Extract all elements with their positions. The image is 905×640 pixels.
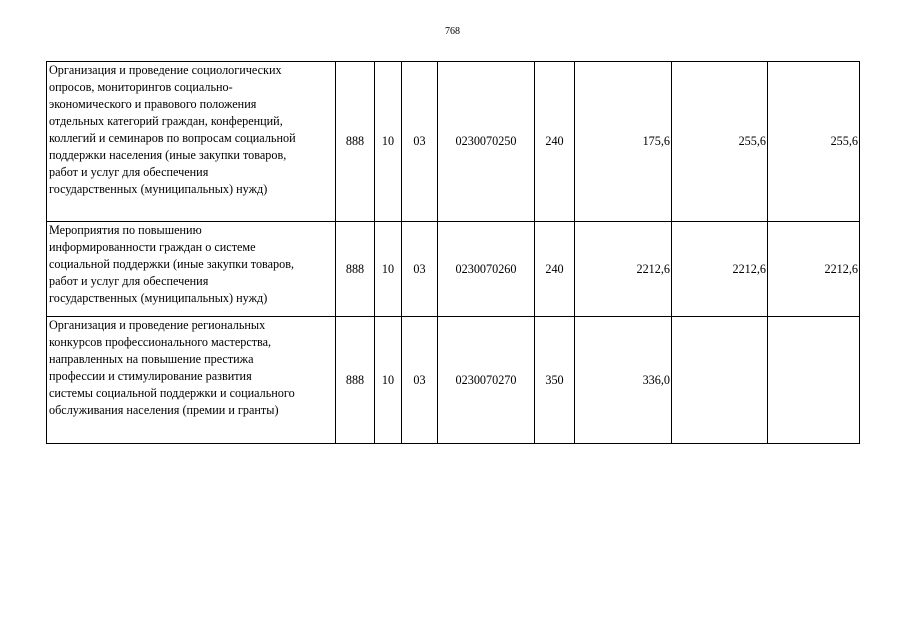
subsection-code: 03 — [402, 62, 438, 222]
description-line: государственных (муниципальных) нужд) — [49, 182, 268, 196]
description-line: социальной поддержки (иные закупки товаров, — [49, 257, 295, 271]
amount-year-2 — [672, 317, 768, 444]
description-line: конкурсов профессионального мастерства, — [49, 335, 272, 349]
description-line: профессии и стимулирование развития — [49, 369, 252, 383]
amount-year-3: 255,6 — [768, 62, 860, 222]
amount-year-3: 2212,6 — [768, 222, 860, 317]
description-line: информированности граждан о системе — [49, 240, 256, 254]
table-row — [47, 62, 860, 222]
table-row — [47, 222, 860, 317]
target-article-code: 0230070260 — [438, 222, 535, 317]
section-code: 10 — [375, 317, 402, 444]
section-code: 10 — [375, 222, 402, 317]
subsection-code: 03 — [402, 317, 438, 444]
description-line: Мероприятия по повышению — [49, 223, 202, 237]
expense-type-code: 240 — [535, 62, 575, 222]
amount-year-1: 175,6 — [575, 62, 672, 222]
description-line: обслуживания населения (премии и гранты) — [49, 403, 279, 417]
description-line: работ и услуг для обеспечения — [49, 274, 209, 288]
description-line: экономического и правового положения — [49, 97, 257, 111]
row-description — [47, 62, 336, 222]
ministry-code: 888 — [336, 222, 375, 317]
description-line: направленных на повышение престижа — [49, 352, 254, 366]
description-line: работ и услуг для обеспечения — [49, 165, 209, 179]
description-line: коллегий и семинаров по вопросам социальной — [49, 131, 296, 145]
target-article-code: 0230070270 — [438, 317, 535, 444]
amount-year-2: 255,6 — [672, 62, 768, 222]
target-article-code: 0230070250 — [438, 62, 535, 222]
section-code: 10 — [375, 62, 402, 222]
row-description — [47, 222, 336, 317]
row-description — [47, 317, 336, 444]
amount-year-1: 2212,6 — [575, 222, 672, 317]
ministry-code: 888 — [336, 317, 375, 444]
description-line: опросов, мониторингов социально- — [49, 80, 233, 94]
subsection-code: 03 — [402, 222, 438, 317]
budget-table — [46, 61, 860, 444]
ministry-code: 888 — [336, 62, 375, 222]
amount-year-3 — [768, 317, 860, 444]
description-line: государственных (муниципальных) нужд) — [49, 291, 268, 305]
expense-type-code: 240 — [535, 222, 575, 317]
page-number: 768 — [445, 26, 460, 37]
amount-year-2: 2212,6 — [672, 222, 768, 317]
description-line: Организация и проведение социологических — [49, 63, 282, 77]
description-line: Организация и проведение региональных — [49, 318, 266, 332]
description-line: системы социальной поддержки и социального — [49, 386, 295, 400]
description-line: отдельных категорий граждан, конференций, — [49, 114, 283, 128]
table-row — [47, 317, 860, 444]
expense-type-code: 350 — [535, 317, 575, 444]
amount-year-1: 336,0 — [575, 317, 672, 444]
description-line: поддержки населения (иные закупки товаров, — [49, 148, 287, 162]
